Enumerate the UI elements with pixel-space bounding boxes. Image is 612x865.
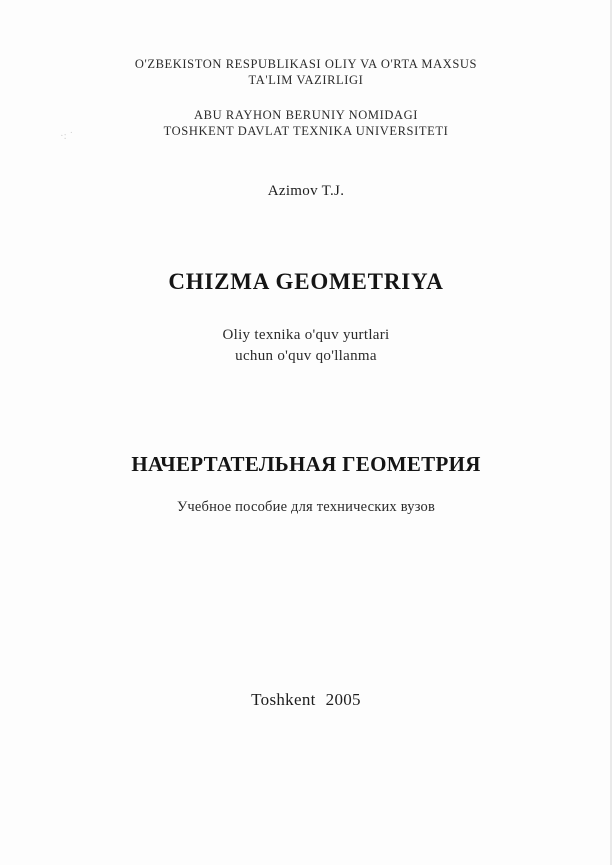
title-uzbek: CHIZMA GEOMETRIYA xyxy=(168,269,444,294)
subtitle-uzbek-line-1: Oliy texnika o'quv yurtlari xyxy=(222,327,390,343)
ministry-line-1: O'ZBEKISTON RESPUBLIKASI OLIY VA O'RTA MAXSUS xyxy=(134,57,478,71)
university-line-2: TOSHKENT DAVLAT TEXNIKA UNIVERSITETI xyxy=(163,124,449,138)
imprint xyxy=(0,690,612,710)
title-russian: НАЧЕРТАТЕЛЬНАЯ ГЕОМЕТРИЯ xyxy=(131,452,481,476)
author-name: Azimov T.J. xyxy=(267,183,345,199)
scan-speck: ·: ˙ xyxy=(60,130,74,142)
imprint-year: 2005 xyxy=(325,690,361,709)
subtitle-uzbek-line-2: uchun o'quv qo'llanma xyxy=(235,348,377,364)
imprint-city: Toshkent xyxy=(251,690,316,709)
ministry-line-2: TA'LIM VAZIRLIGI xyxy=(248,73,364,87)
university-line-1: ABU RAYHON BERUNIY NOMIDAGI xyxy=(194,108,418,122)
subtitle-russian: Учебное пособие для технических вузов xyxy=(176,499,436,515)
